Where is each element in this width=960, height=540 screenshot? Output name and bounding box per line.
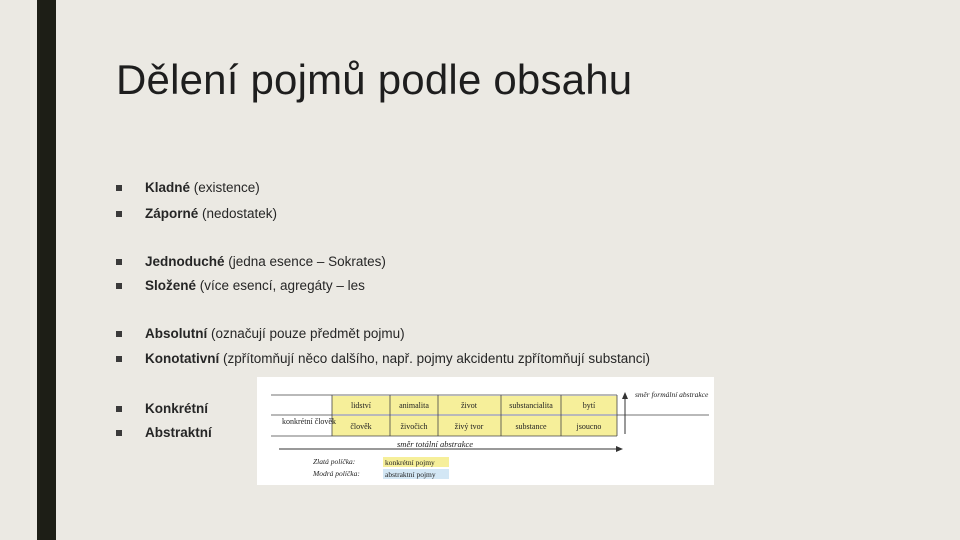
concrete-cell-label: jsoucno bbox=[576, 422, 602, 431]
legend-value: konkrétní pojmy bbox=[385, 458, 435, 467]
bullet-square-icon bbox=[116, 406, 122, 412]
bullet-item bbox=[116, 326, 405, 341]
bullet-text: (více esencí, agregáty – les bbox=[196, 278, 365, 293]
bullet-item bbox=[116, 254, 386, 269]
abstraction-diagram bbox=[257, 377, 714, 485]
bullet-item bbox=[116, 278, 365, 293]
bullet-term: Kladné bbox=[145, 180, 191, 195]
bullet-square-icon bbox=[116, 211, 122, 217]
legend-label: Modrá políčka: bbox=[313, 469, 360, 478]
bullet-term: Abstraktní bbox=[145, 425, 212, 440]
bullet-term: Konotativní bbox=[145, 351, 220, 366]
bullet-term: Konkrétní bbox=[145, 401, 209, 416]
bullet-term: Absolutní bbox=[145, 326, 208, 341]
bullet-term: Záporné bbox=[145, 206, 199, 221]
row-header-label: konkrétní člověk bbox=[282, 417, 336, 426]
bullet-square-icon bbox=[116, 430, 122, 436]
bullet-term: Jednoduché bbox=[145, 254, 225, 269]
bullet-item bbox=[116, 206, 277, 221]
bullet-square-icon bbox=[116, 259, 122, 265]
bullet-square-icon bbox=[116, 283, 122, 289]
bullet-item bbox=[116, 351, 650, 366]
slide-title: Dělení pojmů podle obsahu bbox=[116, 56, 633, 103]
concrete-cell-label: živočich bbox=[400, 422, 428, 431]
bullet-square-icon bbox=[116, 185, 122, 191]
abstract-cell-label: lidství bbox=[350, 401, 372, 410]
abstract-cell-label: animalita bbox=[399, 401, 429, 410]
bullet-square-icon bbox=[116, 331, 122, 337]
arrow-head-right-icon bbox=[616, 446, 623, 452]
concrete-cell-label: živý tvor bbox=[454, 422, 484, 431]
bullet-text: (zpřítomňují něco dalšího, např. pojmy akcidentu zpřítomňují substanci) bbox=[219, 351, 650, 366]
legend-value: abstraktní pojmy bbox=[385, 470, 436, 479]
formal-abstraction-label: směr formální abstrakce bbox=[635, 390, 709, 399]
concrete-cell-label: substance bbox=[515, 422, 547, 431]
legend-label: Zlatá políčka: bbox=[313, 457, 356, 466]
bullet-text: (nedostatek) bbox=[198, 206, 278, 221]
arrow-head-up-icon bbox=[622, 392, 628, 399]
bullet-item bbox=[116, 180, 260, 195]
bullet-text: (jedna esence – Sokrates) bbox=[224, 254, 386, 269]
bullet-square-icon bbox=[116, 356, 122, 362]
bullet-text: (označují pouze předmět pojmu) bbox=[207, 326, 405, 341]
bullet-text: (existence) bbox=[190, 180, 260, 195]
concrete-cell-label: člověk bbox=[350, 422, 372, 431]
total-abstraction-label: směr totální abstrakce bbox=[397, 439, 474, 449]
abstraction-diagram-svg bbox=[257, 377, 714, 485]
left-accent-bar bbox=[37, 0, 56, 540]
bullet-item bbox=[116, 401, 208, 416]
abstract-cell-label: bytí bbox=[582, 401, 596, 410]
bullet-term: Složené bbox=[145, 278, 197, 293]
abstract-cell-label: život bbox=[461, 401, 477, 410]
abstract-cell-label: substancialita bbox=[509, 401, 553, 410]
bullet-item bbox=[116, 425, 212, 440]
